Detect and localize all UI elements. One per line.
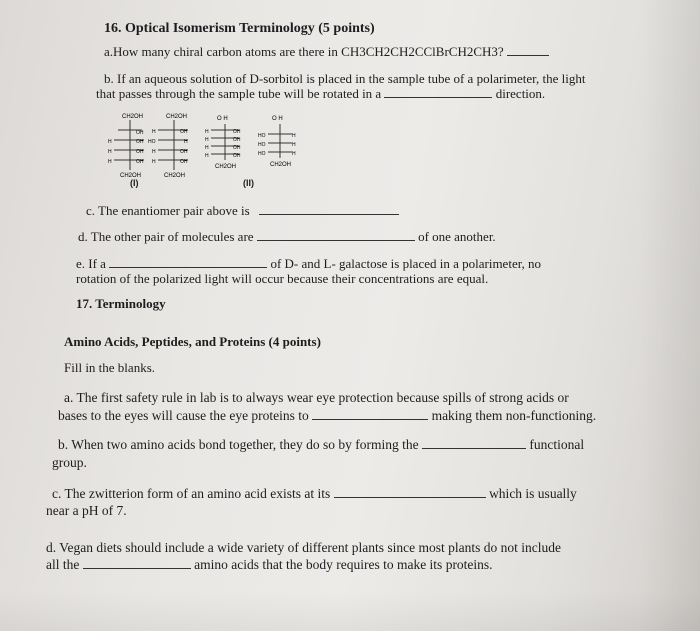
fischer-3-r1-right: OH (233, 129, 241, 135)
fischer-4-r3-right: H (292, 151, 296, 157)
fischer-3-r4-right: OH (233, 153, 241, 159)
q17a-text-end: making them non-functioning. (431, 408, 597, 423)
q16c-answer-blank[interactable] (259, 203, 399, 215)
fischer-1-drawing (110, 110, 160, 180)
q17d-line2 (46, 557, 493, 572)
fischer-2-r3-left: H (152, 149, 156, 155)
q16e-line1 (76, 256, 541, 271)
fischer-4-r1-left: HO (258, 133, 266, 139)
q17b-text: b. When two amino acids bond together, they do so by forming the (58, 437, 419, 452)
fischer-3-r2-right: OH (233, 137, 241, 143)
fischer-4-drawing (258, 112, 302, 170)
fischer-2-r1-right: OH (180, 129, 188, 135)
q16d-text-end: of one another. (418, 229, 496, 244)
q17-instructions: Fill in the blanks. (64, 360, 155, 375)
fischer-2-drawing (148, 110, 204, 180)
q17b-answer-blank[interactable] (422, 437, 526, 449)
fischer-4-r2-right: H (292, 142, 296, 148)
fischer-projection-3 (203, 112, 247, 175)
q16a-question: a.How many chiral carbon atoms are there in CH3CH2CH2CClBrCH2CH3? (104, 44, 504, 59)
fischer-2-r4-left: H (152, 159, 156, 165)
q16a-answer-blank[interactable] (507, 44, 549, 56)
fischer-2-top: CH2OH (166, 114, 188, 120)
q17d-answer-blank[interactable] (83, 557, 191, 569)
fischer-4-top: O H (272, 116, 283, 122)
q16-title: 16. Optical Isomerism Terminology (5 points) (104, 21, 375, 36)
q16c-text: c. The enantiomer pair above is (86, 203, 250, 218)
fischer-1-r4-right: OH (136, 159, 144, 165)
fischer-4-r1-right: H (292, 133, 296, 139)
fischer-4-bottom: CH2OH (270, 162, 292, 168)
fischer-4-r3-left: HO (258, 151, 266, 157)
q17a-text: bases to the eyes will cause the eye proteins to (58, 408, 309, 423)
fischer-projection-4 (258, 112, 302, 175)
fischer-3-r1-left: H (205, 129, 209, 135)
fischer-3-r3-right: OH (233, 145, 241, 151)
q17a-answer-blank[interactable] (312, 408, 428, 420)
q16e-text-end: of D- and L- galactose is placed in a polarimeter, no (270, 256, 542, 271)
pair-label-2: (II) (243, 178, 254, 188)
q17c-text: c. The zwitterion form of an amino acid exists at its (52, 486, 331, 501)
fischer-1-bottom: CH2OH (120, 173, 142, 179)
q17c-text-end: which is usually (489, 486, 577, 501)
fischer-2-r2-right: H (184, 139, 188, 145)
q17d-text-end: amino acids that the body requires to make its proteins. (194, 557, 493, 572)
fischer-1-r4-left: H (108, 159, 112, 165)
q17c-line2: near a pH of 7. (46, 503, 127, 518)
fischer-1-r2-right: OH (136, 139, 144, 145)
fischer-projection-1 (110, 110, 160, 185)
q16e-answer-blank[interactable] (109, 256, 267, 268)
fischer-2-bottom: CH2OH (164, 173, 186, 179)
q17b-line2: group. (52, 455, 87, 470)
q17d-line1: d. Vegan diets should include a wide variety of different plants since most plants do not include (46, 540, 562, 555)
q17a-line1: a. The first safety rule in lab is to always wear eye protection because spills of strong acids or (64, 390, 569, 405)
q16b-line2-end: direction. (495, 86, 546, 101)
fischer-1-r2-left: H (108, 139, 112, 145)
fischer-3-top: O H (217, 116, 228, 122)
fischer-1-r3-left: H (108, 149, 112, 155)
q17c-line1 (52, 486, 577, 501)
q16c-line (86, 203, 399, 218)
fischer-1-top: CH2OH (122, 114, 144, 120)
q16d-line (78, 229, 496, 244)
q16b-line2 (96, 86, 545, 101)
fischer-projection-2 (148, 110, 204, 185)
q16b-line2-text: that passes through the sample tube will be rotated in a (96, 86, 382, 101)
fischer-3-r4-left: H (205, 153, 209, 159)
fischer-1-r1-right: OH (136, 130, 144, 136)
fischer-3-r2-left: H (205, 137, 209, 143)
fischer-2-r2-left: HO (148, 139, 156, 145)
q17b-line1 (58, 437, 584, 452)
q16e-line2: rotation of the polarized light will occur because their concentrations are equal. (76, 271, 489, 286)
q16d-text: d. The other pair of molecules are (78, 229, 254, 244)
q17c-answer-blank[interactable] (334, 486, 486, 498)
q16e-text: e. If a (76, 256, 106, 271)
fischer-4-r2-left: HO (258, 142, 266, 148)
q16b-line1: b. If an aqueous solution of D-sorbitol is placed in the sample tube of a polarimeter, the light (104, 71, 586, 86)
fischer-2-r3-right: OH (180, 149, 188, 155)
q16a-text (104, 44, 549, 59)
q17-subtitle: Amino Acids, Peptides, and Proteins (4 points) (64, 334, 321, 349)
fischer-2-r1-left: H (152, 129, 156, 135)
q17a-line2 (58, 408, 596, 423)
fischer-3-drawing (203, 112, 247, 170)
pair-label-1: (I) (130, 178, 139, 188)
fischer-3-bottom: CH2OH (215, 164, 237, 170)
q17b-text-end: functional (529, 437, 585, 452)
q17d-text: all the (46, 557, 80, 572)
fischer-3-r3-left: H (205, 145, 209, 151)
q17-title: 17. Terminology (76, 296, 166, 311)
q16d-answer-blank[interactable] (257, 229, 415, 241)
fischer-1-r3-right: OH (136, 149, 144, 155)
q16b-answer-blank[interactable] (384, 86, 492, 98)
fischer-2-r4-right: OH (180, 159, 188, 165)
